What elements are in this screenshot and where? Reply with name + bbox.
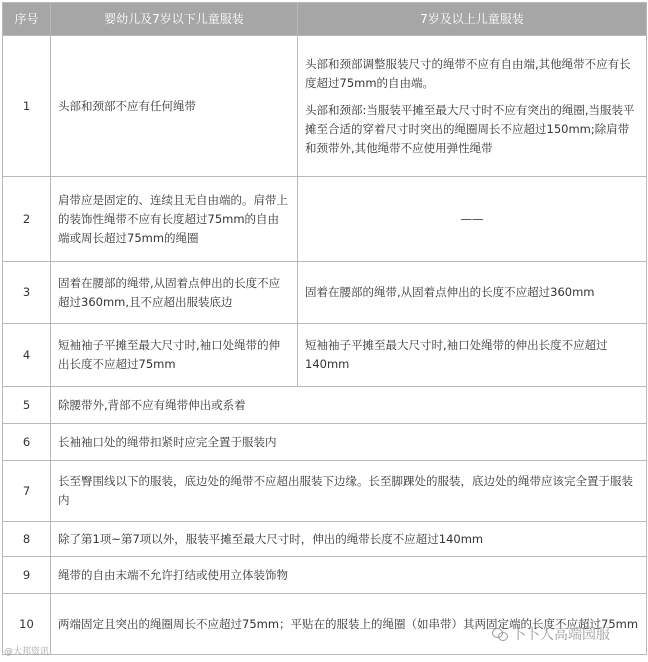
row-number: 7 bbox=[3, 461, 51, 522]
older-cell: —— bbox=[298, 177, 647, 262]
older-cell bbox=[298, 36, 647, 177]
table-row bbox=[3, 324, 647, 387]
table-row bbox=[3, 262, 647, 324]
older-paragraph: 头部和颈部调整服装尺寸的绳带不应有自由端,其他绳带不应有长度超过75mm的自由端。 bbox=[305, 56, 631, 90]
header-older: 7岁及以上儿童服装 bbox=[298, 3, 647, 36]
older-cell: 固着在腰部的绳带,从固着点伸出的长度不应超过360mm bbox=[298, 262, 647, 324]
table-row bbox=[3, 387, 647, 424]
row-number: 10 bbox=[3, 594, 51, 655]
row-number: 4 bbox=[3, 324, 51, 387]
row-number: 9 bbox=[3, 557, 51, 594]
row-number: 2 bbox=[3, 177, 51, 262]
merged-cell: 除腰带外,背部不应有绳带伸出或系着 bbox=[51, 387, 647, 424]
infant-cell: 固着在腰部的绳带,从固着点伸出的长度不应超过360mm,且不应超出服装底边 bbox=[51, 262, 298, 324]
header-row bbox=[3, 3, 647, 36]
watermark-right bbox=[492, 624, 610, 644]
wechat-icon bbox=[492, 628, 508, 640]
table-row bbox=[3, 461, 647, 522]
older-paragraph: 头部和颈部:当服装平摊至最大尺寸时不应有突出的绳圈,当服装平摊至合适的穿着尺寸时突出的绳圈周长不应超过150mm;除肩带和颈带外,其他绳带不应使用弹性绳带 bbox=[305, 102, 635, 155]
row-number: 1 bbox=[3, 36, 51, 177]
merged-cell: 绳带的自由末端不允许打结或使用立体装饰物 bbox=[51, 557, 647, 594]
table-row bbox=[3, 424, 647, 461]
row-number: 6 bbox=[3, 424, 51, 461]
table-row bbox=[3, 177, 647, 262]
table-row bbox=[3, 522, 647, 557]
merged-cell: 两端固定且突出的绳圈周长不应超过75mm；平贴在的服装上的绳圈（如串带）其两固定端的长度不应超过75mm bbox=[51, 594, 647, 655]
infant-cell: 短袖袖子平摊至最大尺寸时,袖口处绳带的伸出长度不应超过75mm bbox=[51, 324, 298, 387]
row-number: 5 bbox=[3, 387, 51, 424]
header-no: 序号 bbox=[3, 3, 51, 36]
row-number: 8 bbox=[3, 522, 51, 557]
merged-cell: 长袖袖口处的绳带扣紧时应完全置于服装内 bbox=[51, 424, 647, 461]
watermark-left: @大邦资讯 bbox=[4, 647, 50, 657]
table-row bbox=[3, 36, 647, 177]
watermark-right-text: 卜卜人高端园服 bbox=[512, 627, 610, 643]
older-cell: 短袖袖子平摊至最大尺寸时,袖口处绳带的伸出长度不应超过140mm bbox=[298, 324, 647, 387]
merged-cell: 除了第1项~第7项以外，服装平摊至最大尺寸时，伸出的绳带长度不应超过140mm bbox=[51, 522, 647, 557]
requirements-table bbox=[2, 2, 647, 655]
table-row bbox=[3, 557, 647, 594]
merged-cell: 长至臀围线以下的服装，底边处的绳带不应超出服装下边缘。长至脚踝处的服装，底边处的绳带应该完全置于服装内 bbox=[51, 461, 647, 522]
infant-cell: 头部和颈部不应有任何绳带 bbox=[51, 36, 298, 177]
header-infant: 婴幼儿及7岁以下儿童服装 bbox=[51, 3, 298, 36]
infant-cell: 肩带应是固定的、连续且无自由端的。肩带上的装饰性绳带不应有长度超过75mm的自由端或周长超过75mm的绳圈 bbox=[51, 177, 298, 262]
row-number: 3 bbox=[3, 262, 51, 324]
